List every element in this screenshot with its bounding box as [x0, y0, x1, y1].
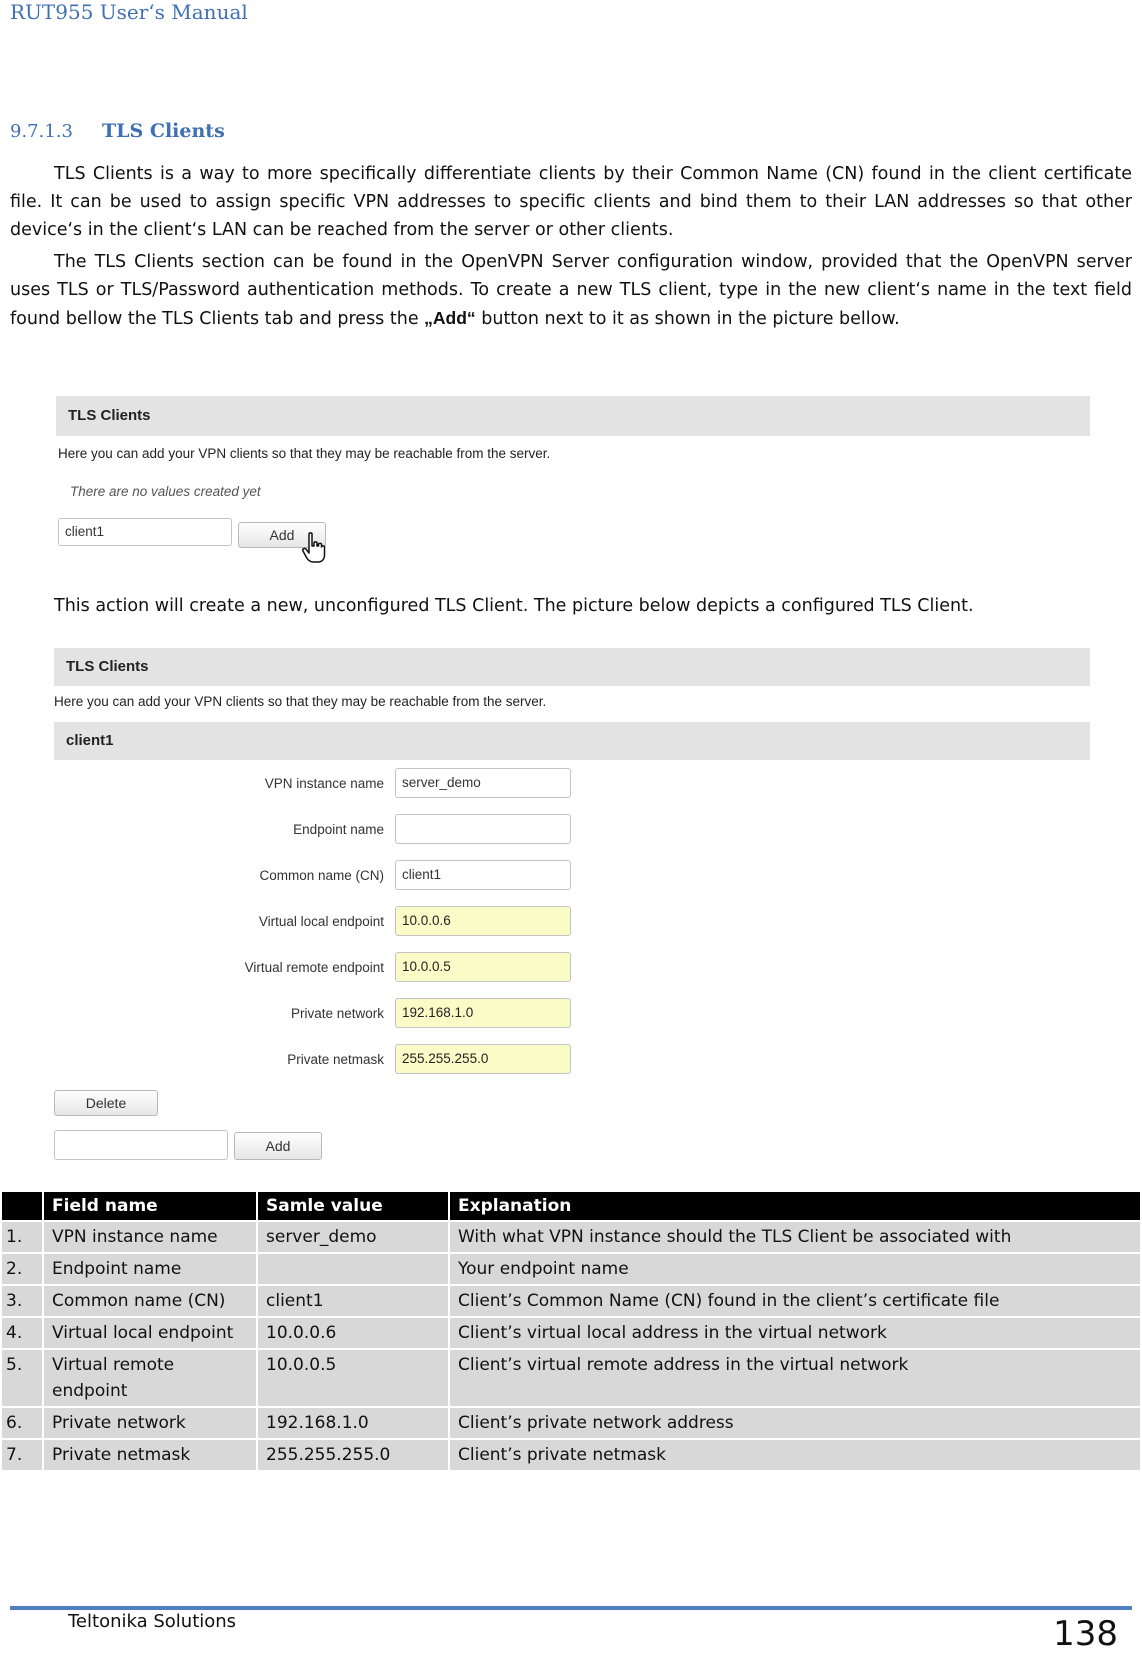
- paragraph-instructions-text: The TLS Clients section can be found in the OpenVPN Server configuration window, provided that the OpenVPN server uses TLS or TLS/Password authentication methods. To create a new TLS client, type in the new client‘s name in the text field found bellow the TLS Clients tab and press the: [10, 252, 1132, 329]
- add-button[interactable]: Add: [238, 522, 326, 548]
- table-row: [2, 1440, 1140, 1470]
- row-sample-value: 10.0.0.6: [258, 1318, 448, 1348]
- paragraph-intro: [10, 160, 1132, 244]
- label-common-name: Common name (CN): [259, 868, 384, 883]
- label-vpn-instance-name: VPN instance name: [264, 776, 384, 791]
- row-sample-value: 192.168.1.0: [258, 1408, 448, 1438]
- column-header-explanation: Explanation: [450, 1192, 1140, 1220]
- label-virtual-remote-endpoint: Virtual remote endpoint: [244, 960, 384, 975]
- table-row: [2, 1286, 1140, 1316]
- column-header-index: [2, 1192, 42, 1220]
- label-private-netmask: Private netmask: [287, 1052, 384, 1067]
- paragraph-instructions: [10, 248, 1132, 333]
- row-explanation: Client’s virtual local address in the virtual network: [450, 1318, 1140, 1348]
- row-sample-value: [258, 1254, 448, 1284]
- add-quote: „Add“: [424, 308, 476, 328]
- row-field-name: Private network: [44, 1408, 256, 1438]
- empty-values-note: There are no values created yet: [70, 484, 261, 499]
- section-title: TLS Clients: [102, 120, 225, 142]
- screenshot-add-client: [56, 396, 1092, 566]
- row-index: 6.: [2, 1408, 42, 1438]
- page-number: 138: [1053, 1614, 1118, 1654]
- endpoint-name-field[interactable]: [395, 814, 571, 844]
- row-sample-value: 255.255.255.0: [258, 1440, 448, 1470]
- row-index: 1.: [2, 1222, 42, 1252]
- screenshot-configured-client: [54, 648, 1094, 1168]
- panel-header: TLS Clients: [54, 648, 1090, 686]
- label-virtual-local-endpoint: Virtual local endpoint: [258, 914, 384, 929]
- footer-divider: [10, 1606, 1132, 1610]
- row-field-name: Virtual remote endpoint: [44, 1350, 256, 1406]
- paragraph-result: This action will create a new, unconfigured TLS Client. The picture below depicts a configured TLS Client.: [54, 596, 974, 616]
- row-index: 4.: [2, 1318, 42, 1348]
- section-heading: [10, 120, 225, 142]
- row-field-name: VPN instance name: [44, 1222, 256, 1252]
- table-row: [2, 1350, 1140, 1406]
- footer-company: Teltonika Solutions: [68, 1611, 237, 1632]
- panel-description: Here you can add your VPN clients so that they may be reachable from the server.: [58, 446, 551, 461]
- row-explanation: With what VPN instance should the TLS Client be associated with: [450, 1222, 1140, 1252]
- paragraph-intro-text: TLS Clients is a way to more specifically differentiate clients by their Common Name (CN) found in the client certificate file. It can be used to assign specific VPN addresses to specific clients and bind them to their LAN addresses so that other device‘s in the client‘s LAN can be reached from the server or other clients.: [10, 164, 1132, 240]
- row-field-name: Common name (CN): [44, 1286, 256, 1316]
- column-header-field-name: Field name: [44, 1192, 256, 1220]
- row-explanation: Client’s virtual remote address in the virtual network: [450, 1350, 1140, 1406]
- row-explanation: Client’s private netmask: [450, 1440, 1140, 1470]
- panel-header: TLS Clients: [56, 396, 1090, 436]
- row-index: 2.: [2, 1254, 42, 1284]
- new-client-input[interactable]: [54, 1130, 228, 1160]
- row-sample-value: client1: [258, 1286, 448, 1316]
- table-row: [2, 1408, 1140, 1438]
- row-index: 7.: [2, 1440, 42, 1470]
- row-sample-value: 10.0.0.5: [258, 1350, 448, 1406]
- add-button[interactable]: Add: [234, 1132, 322, 1160]
- section-number: 9.7.1.3: [10, 121, 73, 142]
- delete-button[interactable]: Delete: [54, 1090, 158, 1116]
- row-explanation: Client’s private network address: [450, 1408, 1140, 1438]
- new-client-input[interactable]: client1: [58, 518, 232, 546]
- row-explanation: Client’s Common Name (CN) found in the client’s certificate file: [450, 1286, 1140, 1316]
- column-header-sample-value: Samle value: [258, 1192, 448, 1220]
- field-table: [0, 1190, 1142, 1472]
- virtual-remote-endpoint-field[interactable]: 10.0.0.5: [395, 952, 571, 982]
- label-private-network: Private network: [290, 1006, 384, 1021]
- vpn-instance-name-field[interactable]: server_demo: [395, 768, 571, 798]
- document-header-title: RUT955 User‘s Manual: [10, 0, 248, 24]
- table-header-row: [2, 1192, 1140, 1220]
- panel-description: Here you can add your VPN clients so that they may be reachable from the server.: [54, 694, 547, 709]
- row-field-name: Virtual local endpoint: [44, 1318, 256, 1348]
- row-field-name: Private netmask: [44, 1440, 256, 1470]
- private-network-field[interactable]: 192.168.1.0: [395, 998, 571, 1028]
- common-name-field[interactable]: client1: [395, 860, 571, 890]
- hand-pointer-icon: [301, 532, 327, 564]
- client-section-header: client1: [54, 722, 1090, 760]
- row-index: 5.: [2, 1350, 42, 1406]
- label-endpoint-name: Endpoint name: [293, 822, 384, 837]
- row-sample-value: server_demo: [258, 1222, 448, 1252]
- table-row: [2, 1254, 1140, 1284]
- row-explanation: Your endpoint name: [450, 1254, 1140, 1284]
- row-field-name: Endpoint name: [44, 1254, 256, 1284]
- virtual-local-endpoint-field[interactable]: 10.0.0.6: [395, 906, 571, 936]
- paragraph-instructions-tail: button next to it as shown in the picture bellow.: [475, 309, 900, 329]
- table-row: [2, 1222, 1140, 1252]
- row-index: 3.: [2, 1286, 42, 1316]
- table-row: [2, 1318, 1140, 1348]
- private-netmask-field[interactable]: 255.255.255.0: [395, 1044, 571, 1074]
